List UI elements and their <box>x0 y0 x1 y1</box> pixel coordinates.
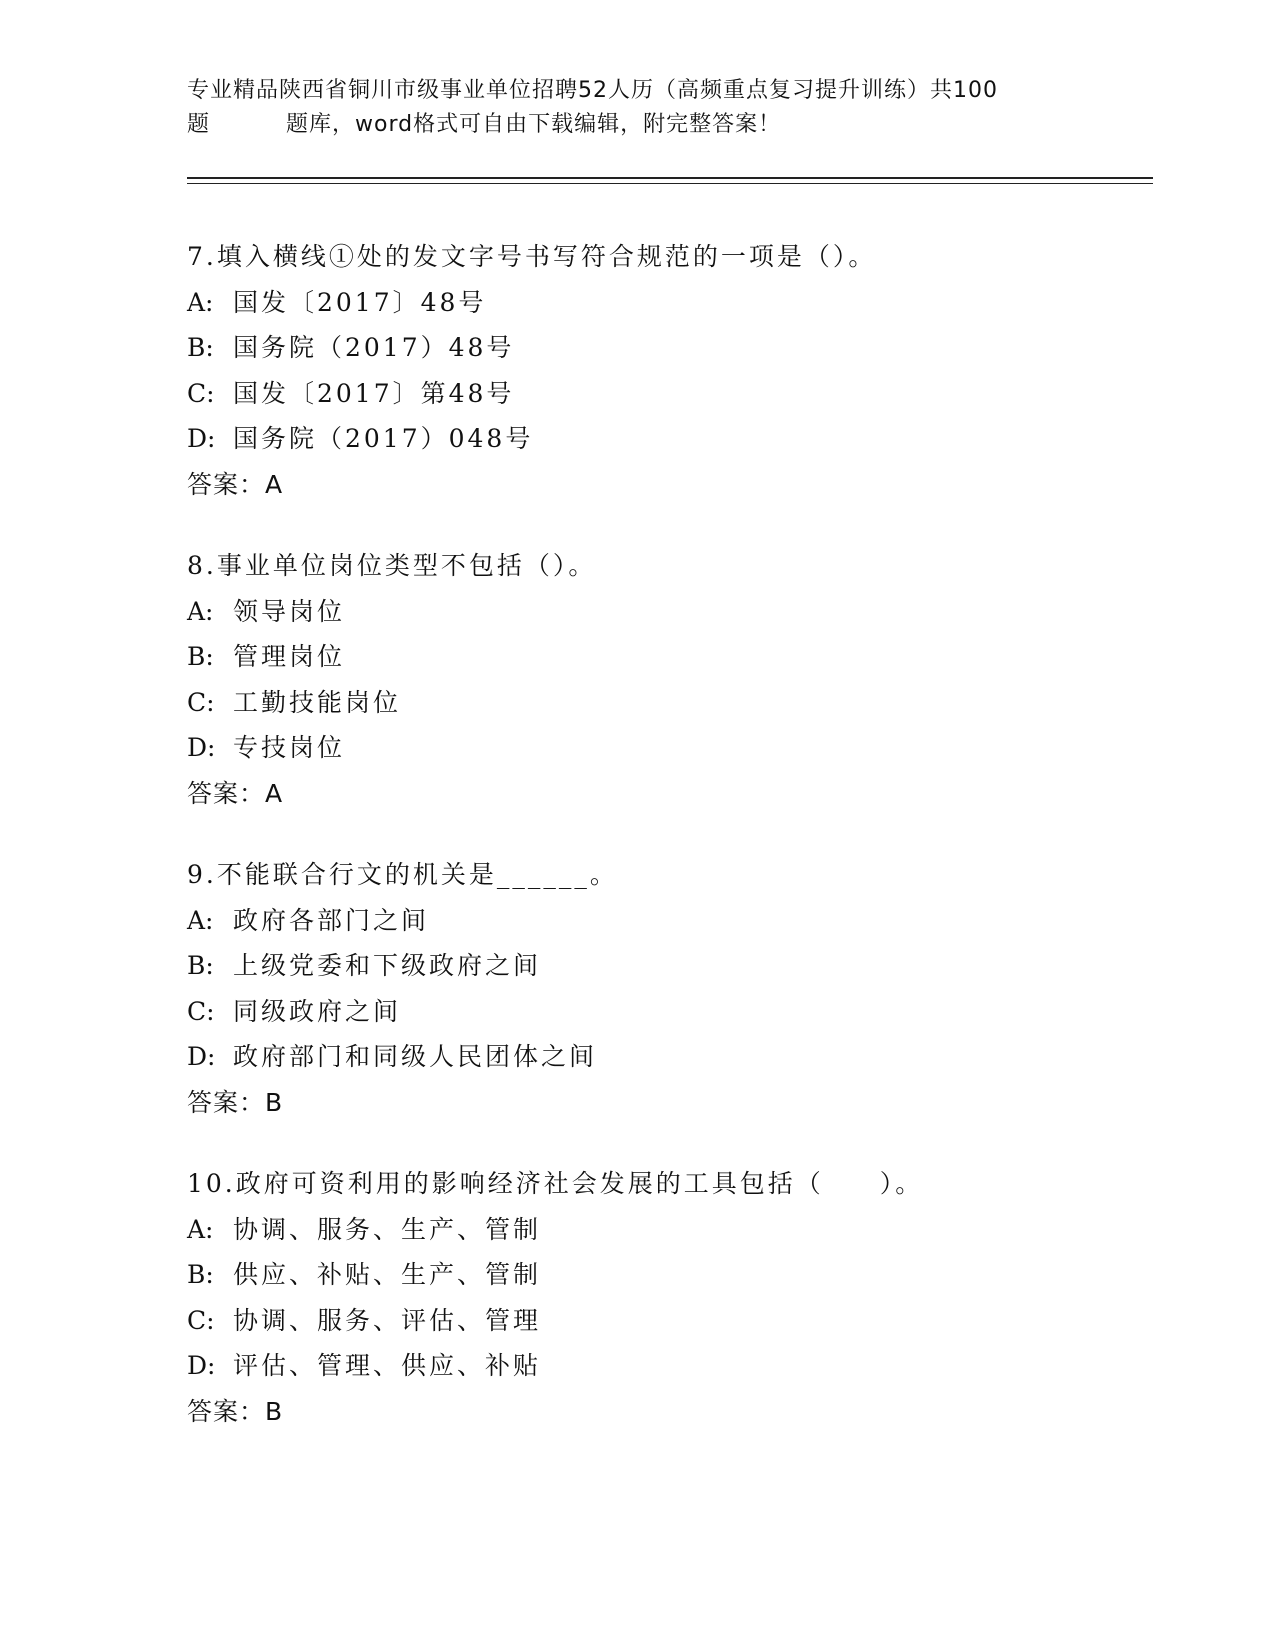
question-block <box>187 1161 1153 1434</box>
option-label: D: <box>187 424 216 453</box>
option-text: 国务院（2017）48号 <box>233 333 515 362</box>
option-text: 管理岗位 <box>233 642 346 671</box>
option-label: D: <box>187 1042 216 1071</box>
option-d <box>187 1034 1153 1080</box>
option-text: 领导岗位 <box>233 596 346 626</box>
option-d <box>187 416 1153 462</box>
option-c <box>187 371 1153 417</box>
option-label: A: <box>187 1214 214 1244</box>
option-label: B: <box>187 951 214 980</box>
option-b <box>187 1252 1153 1298</box>
option-text: 上级党委和下级政府之间 <box>233 951 542 980</box>
option-text: 专技岗位 <box>233 733 346 762</box>
option-c <box>187 680 1153 726</box>
option-b <box>187 943 1153 989</box>
option-c <box>187 1298 1153 1344</box>
option-label: C: <box>187 1305 215 1335</box>
option-a <box>187 898 1153 944</box>
question-block <box>187 852 1153 1125</box>
header-divider-thin <box>187 183 1153 184</box>
question-list <box>187 234 1153 1470</box>
option-label: A: <box>187 596 214 626</box>
question-stem: 9.不能联合行文的机关是______。 <box>187 860 618 889</box>
answer-text: 答案：B <box>187 1396 284 1426</box>
option-text: 评估、管理、供应、补贴 <box>233 1351 542 1380</box>
option-text: 国发〔2017〕第48号 <box>233 378 515 408</box>
option-text: 国务院（2017）048号 <box>233 424 534 453</box>
header-title-line-2-rest: 题库，word格式可自由下载编辑，附完整答案！ <box>286 112 782 137</box>
option-text: 工勤技能岗位 <box>233 687 402 717</box>
option-text: 同级政府之间 <box>233 996 402 1026</box>
option-label: D: <box>187 733 216 762</box>
option-label: B: <box>187 1260 214 1289</box>
answer-text: 答案：A <box>187 469 284 499</box>
option-label: C: <box>187 687 215 717</box>
question-stem: 8.事业单位岗位类型不包括（）。 <box>187 551 597 580</box>
option-label: C: <box>187 378 215 408</box>
question-block <box>187 234 1153 507</box>
option-d <box>187 725 1153 771</box>
option-label: C: <box>187 996 215 1026</box>
option-d <box>187 1343 1153 1389</box>
document-header <box>187 74 1087 142</box>
option-b <box>187 325 1153 371</box>
option-label: D: <box>187 1351 216 1380</box>
option-text: 国发〔2017〕48号 <box>233 287 487 317</box>
question-stem: 10.政府可资利用的影响经济社会发展的工具包括（ ）。 <box>187 1169 924 1198</box>
option-a <box>187 589 1153 635</box>
header-divider-thick <box>187 177 1153 179</box>
option-text: 政府部门和同级人民团体之间 <box>233 1042 598 1071</box>
option-text: 协调、服务、生产、管制 <box>233 1214 542 1244</box>
option-a <box>187 1207 1153 1253</box>
header-title-line-2 <box>187 108 1087 142</box>
question-block <box>187 543 1153 816</box>
option-label: A: <box>187 905 214 935</box>
option-b <box>187 634 1153 680</box>
option-c <box>187 989 1153 1035</box>
option-label: B: <box>187 333 214 362</box>
option-text: 协调、服务、评估、管理 <box>233 1305 542 1335</box>
option-text: 政府各部门之间 <box>233 905 430 935</box>
header-title-line-1: 专业精品陕西省铜川市级事业单位招聘52人历（高频重点复习提升训练）共100 <box>187 78 998 103</box>
option-a <box>187 280 1153 326</box>
answer-text: 答案：B <box>187 1087 284 1117</box>
option-label: B: <box>187 642 214 671</box>
option-text: 供应、补贴、生产、管制 <box>233 1260 542 1289</box>
question-stem: 7.填入横线①处的发文字号书写符合规范的一项是（）。 <box>187 242 877 271</box>
option-label: A: <box>187 287 214 317</box>
header-title-line-2-start: 题 <box>187 112 211 137</box>
answer-text: 答案：A <box>187 778 284 808</box>
